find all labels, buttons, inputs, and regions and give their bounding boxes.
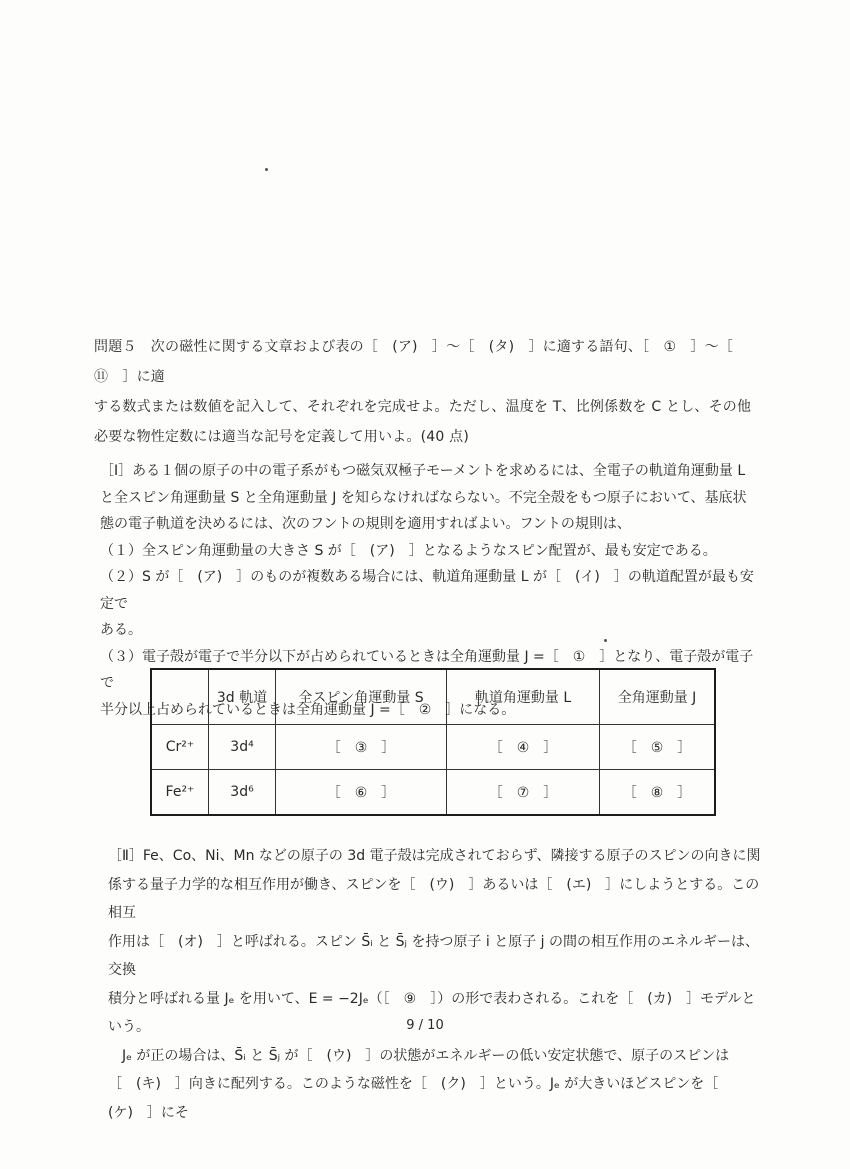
section-2-line: 積分と呼ばれる量 Jₑ を用いて、E = −2Jₑ（［ ⑨ ］）の形で表わされる。これを［ (カ) ］モデルという。 <box>108 990 756 1035</box>
table-header-cell: 全スピン角運動量 S <box>276 669 447 725</box>
table-header-cell: 3d 軌道 <box>209 669 276 725</box>
table-header-row <box>151 669 715 725</box>
table-cell: Fe²⁺ <box>151 770 209 816</box>
table-header-cell: 軌道角運動量 L <box>447 669 600 725</box>
table-header-cell <box>151 669 209 725</box>
section-2-line: 作用は［ (オ) ］と呼ばれる。スピン S̄ᵢ と S̄ⱼ を持つ原子 i と原子 j の間の相互作用のエネルギーは、交換 <box>108 933 760 978</box>
page-number: 9 / 10 <box>406 1018 444 1033</box>
section-2-line: 係する量子力学的な相互作用が働き、スピンを［ (ウ) ］あるいは［ (エ) ］にしようとする。この相互 <box>108 876 760 921</box>
table-cell: Cr²⁺ <box>151 725 209 770</box>
table-row <box>151 725 715 770</box>
problem-header: 問題５ 次の磁性に関する文章および表の［ (ア) ］〜［ (タ) ］に適する語句、［ ① ］〜［ ⑪ ］に適 <box>94 339 748 385</box>
table-header-cell: 全角運動量 J <box>600 669 716 725</box>
rule-2: （２）S が［ (ア) ］のものが複数ある場合には、軌道角運動量 L が［ (イ) ］の軌道配置が最も安定で <box>100 569 754 612</box>
section-2-line: ［Ⅱ］Fe、Co、Ni、Mn などの原子の 3d 電子殻は完成されておらず、隣接する原子のスピンの向きに関 <box>108 848 761 864</box>
table-cell: 3d⁴ <box>209 725 276 770</box>
angular-momentum-table <box>150 668 716 816</box>
problem-line: する数式または数値を記入して、それぞれを完成せよ。ただし、温度を T、比例係数を C とし、その他 <box>94 399 752 415</box>
section-2 <box>108 842 768 1127</box>
section-1-line: と全スピン角運動量 S と全角運動量 J を知らなければならない。不完全殻をもつ原子において、基底状 <box>100 489 747 506</box>
table-cell: 3d⁶ <box>209 770 276 816</box>
table-cell: ［ ⑤ ］ <box>600 725 716 770</box>
scan-speck <box>265 168 268 171</box>
section-2-line: Jₑ が正の場合は、S̄ᵢ と S̄ⱼ が［ (ウ) ］の状態がエネルギーの低い安定状態で、原子のスピンは <box>122 1047 730 1064</box>
table-cell: ［ ⑧ ］ <box>600 770 716 816</box>
table-cell: ［ ⑦ ］ <box>447 770 600 816</box>
problem-statement <box>94 332 754 452</box>
data-table <box>150 668 716 816</box>
rule-3-cont: 半分以上占められているときは全角運動量 J =［ ② ］になる。 <box>100 701 516 718</box>
rule-1: （１）全スピン角運動量の大きさ S が［ (ア) ］となるようなスピン配置が、最も安定である。 <box>100 542 717 559</box>
section-1-line: ［Ⅰ］ある１個の原子の中の電子系がもつ磁気双極子モーメントを求めるには、全電子の軌道角運動量 L <box>100 463 746 479</box>
problem-line: 必要な物性定数には適当な記号を定義して用いよ。(40 点) <box>94 429 469 445</box>
table-cell: ［ ⑥ ］ <box>276 770 447 816</box>
table-row <box>151 770 715 816</box>
table-cell: ［ ③ ］ <box>276 725 447 770</box>
table-cell: ［ ④ ］ <box>447 725 600 770</box>
rule-2-cont: ある。 <box>100 622 142 638</box>
scan-speck <box>604 639 607 642</box>
section-1-line: 態の電子軌道を決めるには、次のフントの規則を適用すればよい。フントの規則は、 <box>100 516 631 532</box>
rule-3: （３）電子殻が電子で半分以下が占められているときは全角運動量 J =［ ① ］となり、電子殻が電子で <box>100 648 754 691</box>
section-2-line: ［ (キ) ］向きに配列する。このような磁性を［ (ク) ］という。Jₑ が大きいほどスピンを［ (ケ) ］にそ <box>108 1076 733 1121</box>
